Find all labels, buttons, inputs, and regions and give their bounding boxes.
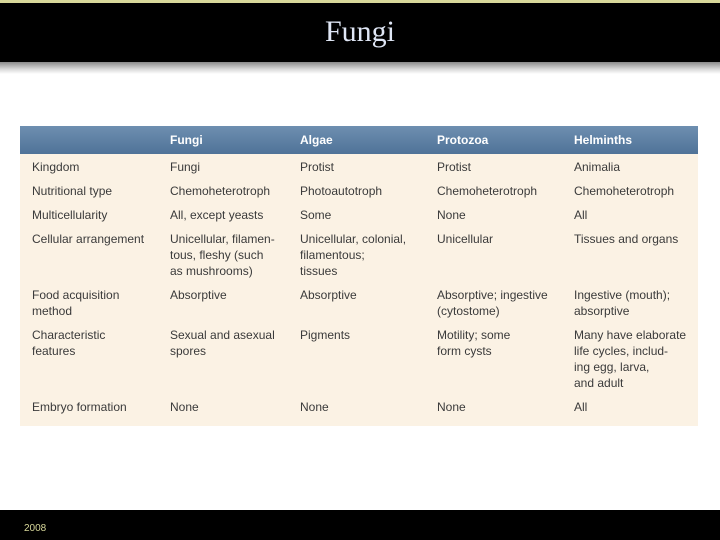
title-bar xyxy=(0,0,720,62)
header-algae: Algae xyxy=(300,133,333,147)
table-cell: Chemoheterotroph xyxy=(574,184,675,198)
row-label: Nutritional type xyxy=(32,184,113,198)
table-cell: None xyxy=(170,400,199,414)
table-cell: Tissues and organs xyxy=(574,232,679,246)
table-cell: Many have elaborate life cycles, includ- ing egg, larva, and adult xyxy=(574,328,687,390)
table-cell: None xyxy=(300,400,329,414)
table-cell: Protist xyxy=(437,160,472,174)
table-cell: Absorptive xyxy=(300,288,357,302)
table-cell: All xyxy=(574,400,588,414)
table-cell: Pigments xyxy=(300,328,351,342)
table-cell: Some xyxy=(300,208,332,222)
table-cell: Photoautotroph xyxy=(300,184,383,198)
footer-year: 2008 xyxy=(24,523,47,534)
row-label: Embryo formation xyxy=(32,400,127,414)
row-label: Cellular arrangement xyxy=(32,232,145,246)
table-cell: Absorptive; ingestive (cytostome) xyxy=(437,288,548,318)
row-label: Multicellularity xyxy=(32,208,108,222)
table-cell: All, except yeasts xyxy=(170,208,264,222)
table-cell: All xyxy=(574,208,588,222)
table-header-row xyxy=(20,126,698,154)
header-helminths: Helminths xyxy=(574,133,633,147)
table-cell: Animalia xyxy=(574,160,621,174)
table-cell: Unicellular, filamen- tous, fleshy (such as mushrooms) xyxy=(170,232,275,278)
table-cell: Chemoheterotroph xyxy=(170,184,271,198)
table-cell: Sexual and asexual spores xyxy=(170,328,275,358)
row-label: Food acquisition method xyxy=(32,288,120,318)
table-cell: Unicellular xyxy=(437,232,494,246)
row-label: Kingdom xyxy=(32,160,80,174)
table-cell: Protist xyxy=(300,160,335,174)
table-cell: None xyxy=(437,208,466,222)
title-divider xyxy=(0,62,720,74)
table-cell: Unicellular, colonial, filamentous; tissues xyxy=(300,232,407,278)
footer-bar xyxy=(0,510,720,540)
slide-title: Fungi xyxy=(324,15,396,48)
header-fungi: Fungi xyxy=(170,133,203,147)
table-cell: Ingestive (mouth); absorptive xyxy=(574,288,671,318)
header-protozoa: Protozoa xyxy=(437,133,489,147)
table-cell: Absorptive xyxy=(170,288,227,302)
table-cell: Chemoheterotroph xyxy=(437,184,538,198)
table-cell: Fungi xyxy=(170,160,201,174)
table-cell: None xyxy=(437,400,466,414)
row-label: Characteristic features xyxy=(32,328,106,358)
table-cell: Motility; some form cysts xyxy=(437,328,511,358)
comparison-table xyxy=(20,126,698,426)
